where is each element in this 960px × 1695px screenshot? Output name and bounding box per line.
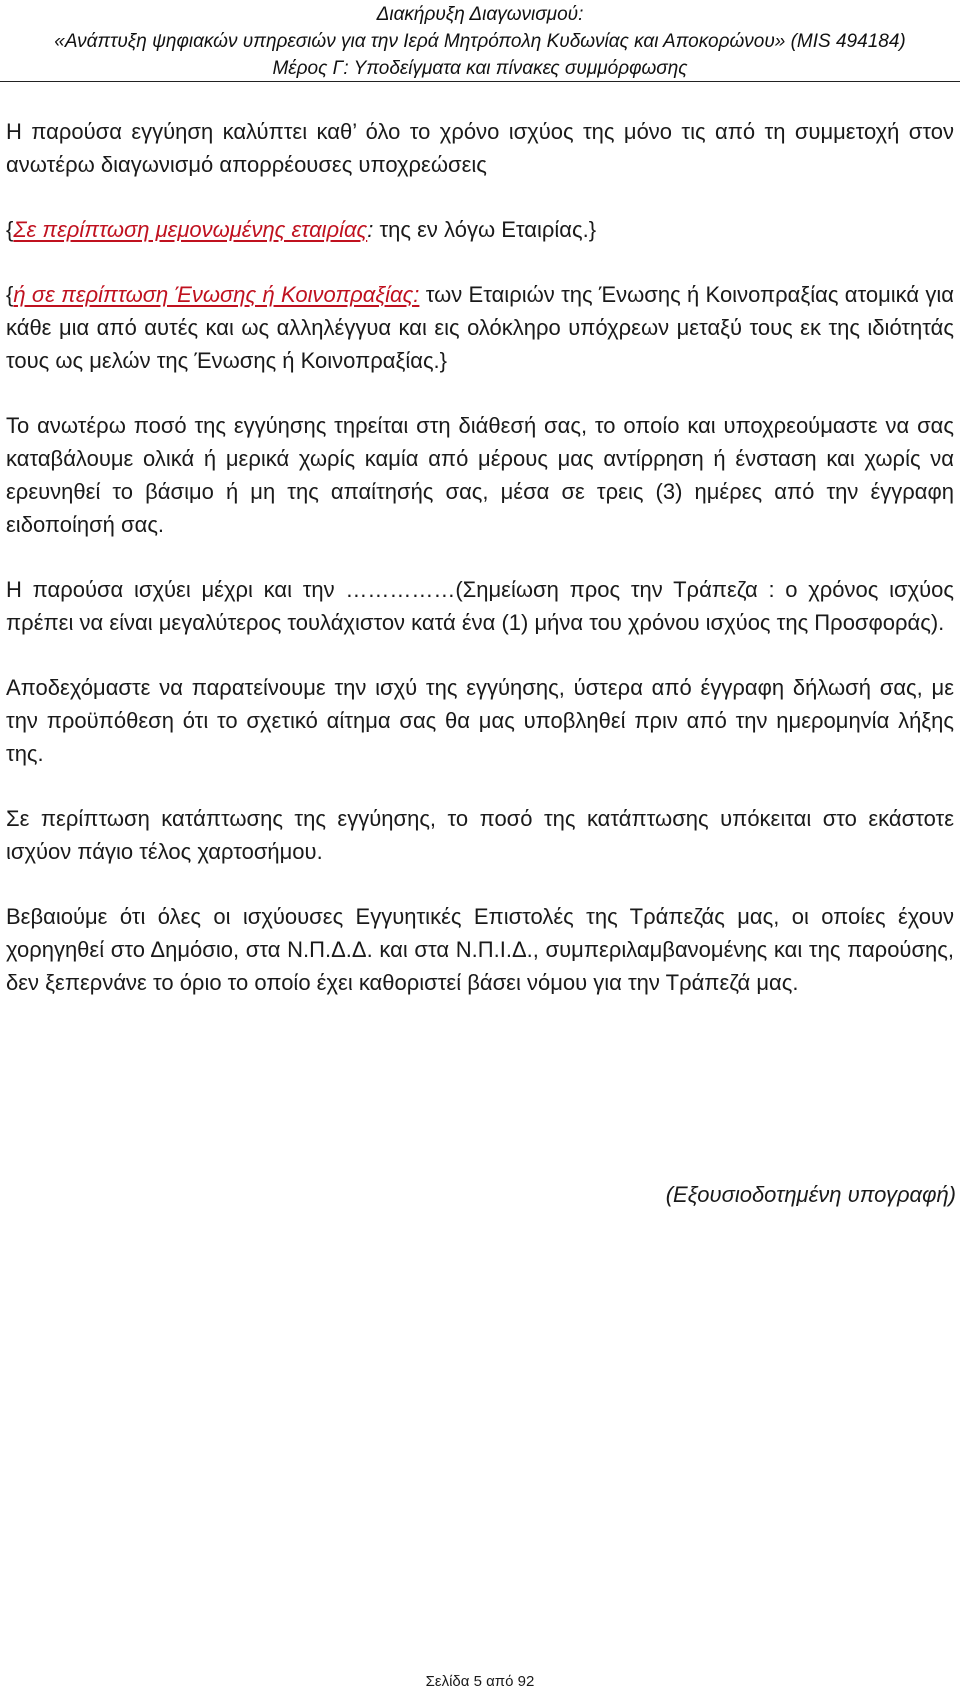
- paragraph-payment-obligation: Το ανωτέρω ποσό της εγγύησης τηρείται στη διάθεσή σας, το οποίο και υποχρεούμαστε να σας καταβάλουμε ολικά ή μερικά χωρίς καμία από μέρους μας αντίρρηση ή ένσταση και χωρίς να ερευνηθεί το βάσιμο ή μη της απαίτησής σας, μέσα σε τρεις (3) ημέρες από την έγγραφη ειδοποίησή σας.: [6, 413, 954, 537]
- paragraph-limit-certification: Βεβαιούμε ότι όλες οι ισχύουσες Εγγυητικές Επιστολές της Τράπεζάς μας, οι οποίες έχουν χορηγηθεί στο Δημόσιο, στα Ν.Π.Δ.Δ. και στα Ν.Π.Ι.Δ., συμπεριλαμβανομένης και της παρούσης, δεν ξεπερνάνε το όριο το οποίο έχει καθοριστεί βάσει νόμου για την Τράπεζά μας.: [6, 904, 954, 995]
- paragraph-consortium: [6, 278, 954, 377]
- header-divider: [0, 81, 960, 82]
- header-project-name: «Ανάπτυξη ψηφιακών υπηρεσιών για την Ιερά Μητρόπολη Κυδωνίας και Αποκορώνου» (MIS 494184): [54, 31, 906, 52]
- header-section: Μέρος Γ: Υποδείγματα και πίνακες συμμόρφωσης: [272, 58, 688, 79]
- consortium-text: των Εταιριών της Ένωσης ή Κοινοπραξίας ατομικά για κάθε μια από αυτές και ως αλληλέγγυα και εις ολόκληρο υπόχρεων μεταξύ τους εκ της ιδιότητάς τους ως μελών της Ένωσης ή Κοινοπραξίας.}: [6, 282, 954, 373]
- brace-open: {: [6, 282, 14, 307]
- document-header: [0, 0, 960, 82]
- brace-open: {: [6, 217, 14, 242]
- header-title: Διακήρυξη Διαγωνισμού:: [376, 4, 584, 25]
- authorized-signature: (Εξουσιοδοτημένη υπογραφή): [665, 1182, 956, 1207]
- single-company-colon: :: [367, 217, 374, 242]
- paragraph-coverage: Η παρούσα εγγύηση καλύπτει καθ’ όλο το χρόνο ισχύος της μόνο τις από τη συμμετοχή στον ανωτέρω διαγωνισμό απορρέουσες υποχρεώσεις: [6, 119, 954, 177]
- consortium-label: ή σε περίπτωση Ένωσης ή Κοινοπραξίας:: [13, 282, 420, 307]
- paragraph-validity: Η παρούσα ισχύει μέχρι και την ……………(Σημείωση προς την Τράπεζα : ο χρόνος ισχύος πρέπει να είναι μεγαλύτερος τουλάχιστον κατά ένα (1) μήνα του χρόνου ισχύος της Προσφοράς).: [6, 577, 954, 635]
- paragraph-stamp-duty: Σε περίπτωση κατάπτωσης της εγγύησης, το ποσό της κατάπτωσης υπόκειται στο εκάστοτε ισχύον πάγιο τέλος χαρτοσήμου.: [6, 806, 954, 864]
- single-company-text: της εν λόγω Εταιρίας.}: [373, 217, 597, 242]
- document-body: [6, 115, 954, 1031]
- paragraph-single-company: [6, 213, 954, 246]
- single-company-label: Σε περίπτωση μεμονωμένης εταιρίας: [13, 217, 368, 242]
- page-number: Σελίδα 5 από 92: [425, 1673, 535, 1690]
- paragraph-extension: Αποδεχόμαστε να παρατείνουμε την ισχύ της εγγύησης, ύστερα από έγγραφη δήλωσή σας, με την προϋπόθεση ότι το σχετικό αίτημα σας θα μας υποβληθεί πριν από την ημερομηνία λήξης της.: [6, 675, 954, 766]
